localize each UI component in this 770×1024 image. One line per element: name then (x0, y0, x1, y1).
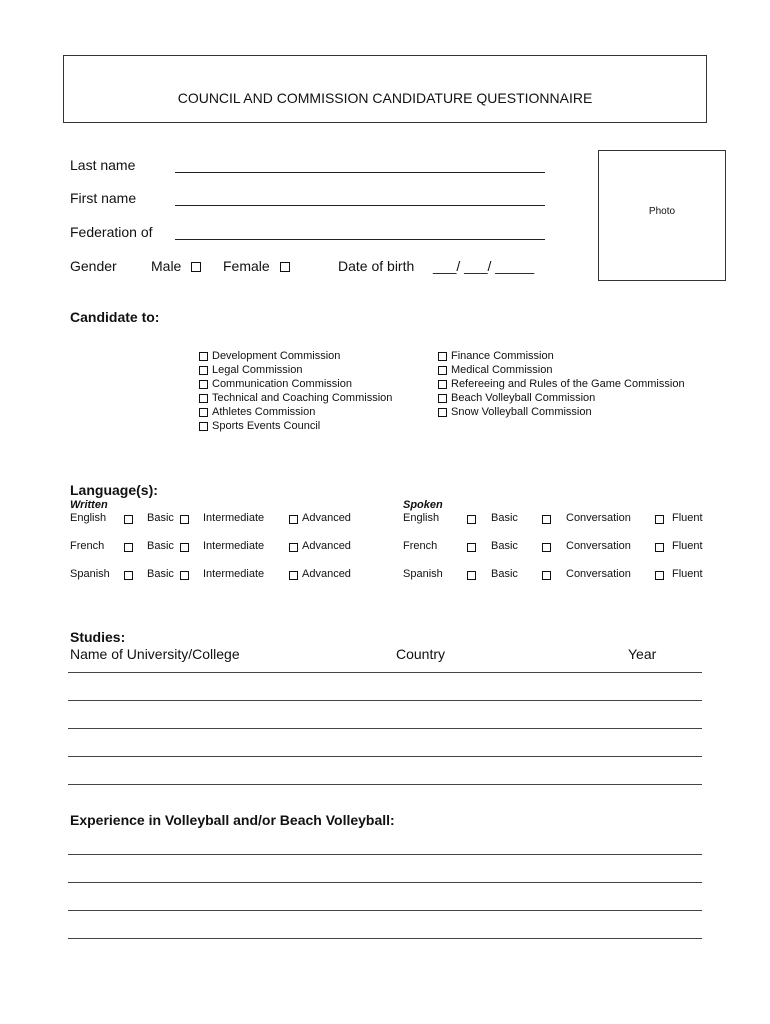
commission-item[interactable]: Beach Volleyball Commission (438, 391, 685, 405)
spanish-written-checkbox[interactable] (124, 571, 133, 580)
spoken-lang-spanish: Spanish (403, 568, 443, 580)
spoken-fluent-label: Fluent (672, 568, 703, 580)
studies-col-country: Country (396, 646, 446, 662)
experience-heading: Experience in Volleyball and/or Beach Volleyball: (70, 812, 395, 828)
spoken-checkbox[interactable] (467, 571, 476, 580)
commission-list-left (199, 349, 392, 433)
experience-line[interactable] (68, 854, 702, 855)
written-basic-label: Basic (147, 512, 174, 524)
written-advanced-label: Advanced (302, 568, 351, 580)
photo-label: Photo (648, 206, 676, 217)
commission-list-right (438, 349, 685, 419)
commission-item[interactable]: Communication Commission (199, 377, 392, 391)
checkbox[interactable] (199, 380, 208, 389)
federation-label: Federation of (70, 224, 153, 240)
languages-heading: Language(s): (70, 482, 158, 498)
spoken-basic-label: Basic (491, 512, 518, 524)
written-basic-label: Basic (147, 540, 174, 552)
studies-line[interactable] (68, 700, 702, 701)
spoken-fluent-checkbox[interactable] (655, 515, 664, 524)
spoken-fluent-checkbox[interactable] (655, 571, 664, 580)
first-name-label: First name (70, 190, 137, 206)
dob-field[interactable]: ___/ ___/ _____ (433, 258, 535, 274)
last-name-label: Last name (70, 157, 136, 173)
dob-label: Date of birth (338, 258, 415, 274)
written-intermediate-label: Intermediate (203, 512, 265, 524)
checkbox[interactable] (199, 422, 208, 431)
studies-line[interactable] (68, 672, 702, 673)
checkbox[interactable] (438, 380, 447, 389)
french-written-checkbox[interactable] (124, 543, 133, 552)
written-basic-checkbox[interactable] (180, 515, 189, 524)
photo-box[interactable] (598, 150, 726, 281)
written-basic-checkbox[interactable] (180, 571, 189, 580)
checkbox[interactable] (438, 352, 447, 361)
federation-field[interactable] (175, 239, 545, 240)
written-intermediate-label: Intermediate (203, 540, 265, 552)
checkbox[interactable] (199, 394, 208, 403)
commission-item[interactable]: Legal Commission (199, 363, 392, 377)
written-basic-label: Basic (147, 568, 174, 580)
studies-heading: Studies: (70, 629, 126, 645)
checkbox[interactable] (199, 352, 208, 361)
studies-line[interactable] (68, 784, 702, 785)
spoken-conversation-checkbox[interactable] (542, 543, 551, 552)
form-title: COUNCIL AND COMMISSION CANDIDATURE QUESTIONNAIRE (177, 90, 593, 106)
written-advanced-checkbox[interactable] (289, 515, 298, 524)
male-label: Male (151, 258, 182, 274)
spoken-basic-label: Basic (491, 540, 518, 552)
spoken-checkbox[interactable] (467, 515, 476, 524)
checkbox[interactable] (438, 366, 447, 375)
female-option (223, 258, 290, 274)
experience-line[interactable] (68, 910, 702, 911)
checkbox[interactable] (438, 408, 447, 417)
male-checkbox[interactable] (191, 262, 201, 272)
commission-item[interactable]: Development Commission (199, 349, 392, 363)
written-advanced-checkbox[interactable] (289, 543, 298, 552)
first-name-field[interactable] (175, 205, 545, 206)
spoken-fluent-label: Fluent (672, 512, 703, 524)
title-box (63, 55, 707, 123)
gender-label: Gender (70, 258, 117, 274)
spoken-checkbox[interactable] (467, 543, 476, 552)
spoken-conversation-label: Conversation (566, 568, 631, 580)
commission-item[interactable]: Snow Volleyball Commission (438, 405, 685, 419)
spoken-conversation-checkbox[interactable] (542, 571, 551, 580)
written-lang-english: English (70, 512, 107, 524)
spoken-conversation-label: Conversation (566, 540, 631, 552)
english-written-checkbox[interactable] (124, 515, 133, 524)
written-label: Written (70, 499, 108, 511)
checkbox[interactable] (199, 408, 208, 417)
checkbox[interactable] (438, 394, 447, 403)
experience-line[interactable] (68, 938, 702, 939)
female-label: Female (223, 258, 270, 274)
spoken-fluent-checkbox[interactable] (655, 543, 664, 552)
written-lang-french: French (70, 540, 105, 552)
commission-item[interactable]: Athletes Commission (199, 405, 392, 419)
commission-item[interactable]: Finance Commission (438, 349, 685, 363)
commission-item[interactable]: Technical and Coaching Commission (199, 391, 392, 405)
spoken-lang-english: English (403, 512, 440, 524)
last-name-field[interactable] (175, 172, 545, 173)
written-intermediate-label: Intermediate (203, 568, 265, 580)
written-advanced-checkbox[interactable] (289, 571, 298, 580)
studies-col-name: Name of University/College (70, 646, 240, 662)
commission-item[interactable]: Refereeing and Rules of the Game Commission (438, 377, 685, 391)
spoken-label: Spoken (403, 499, 443, 511)
written-advanced-label: Advanced (302, 512, 351, 524)
commission-item[interactable]: Sports Events Council (199, 419, 392, 433)
candidate-heading: Candidate to: (70, 309, 160, 325)
studies-col-year: Year (628, 646, 657, 662)
spoken-basic-label: Basic (491, 568, 518, 580)
checkbox[interactable] (199, 366, 208, 375)
experience-line[interactable] (68, 882, 702, 883)
written-advanced-label: Advanced (302, 540, 351, 552)
spoken-lang-french: French (403, 540, 438, 552)
spoken-fluent-label: Fluent (672, 540, 703, 552)
studies-line[interactable] (68, 756, 702, 757)
studies-line[interactable] (68, 728, 702, 729)
written-lang-spanish: Spanish (70, 568, 110, 580)
spoken-conversation-checkbox[interactable] (542, 515, 551, 524)
commission-item[interactable]: Medical Commission (438, 363, 685, 377)
male-option (151, 258, 201, 274)
written-basic-checkbox[interactable] (180, 543, 189, 552)
female-checkbox[interactable] (280, 262, 290, 272)
spoken-conversation-label: Conversation (566, 512, 631, 524)
